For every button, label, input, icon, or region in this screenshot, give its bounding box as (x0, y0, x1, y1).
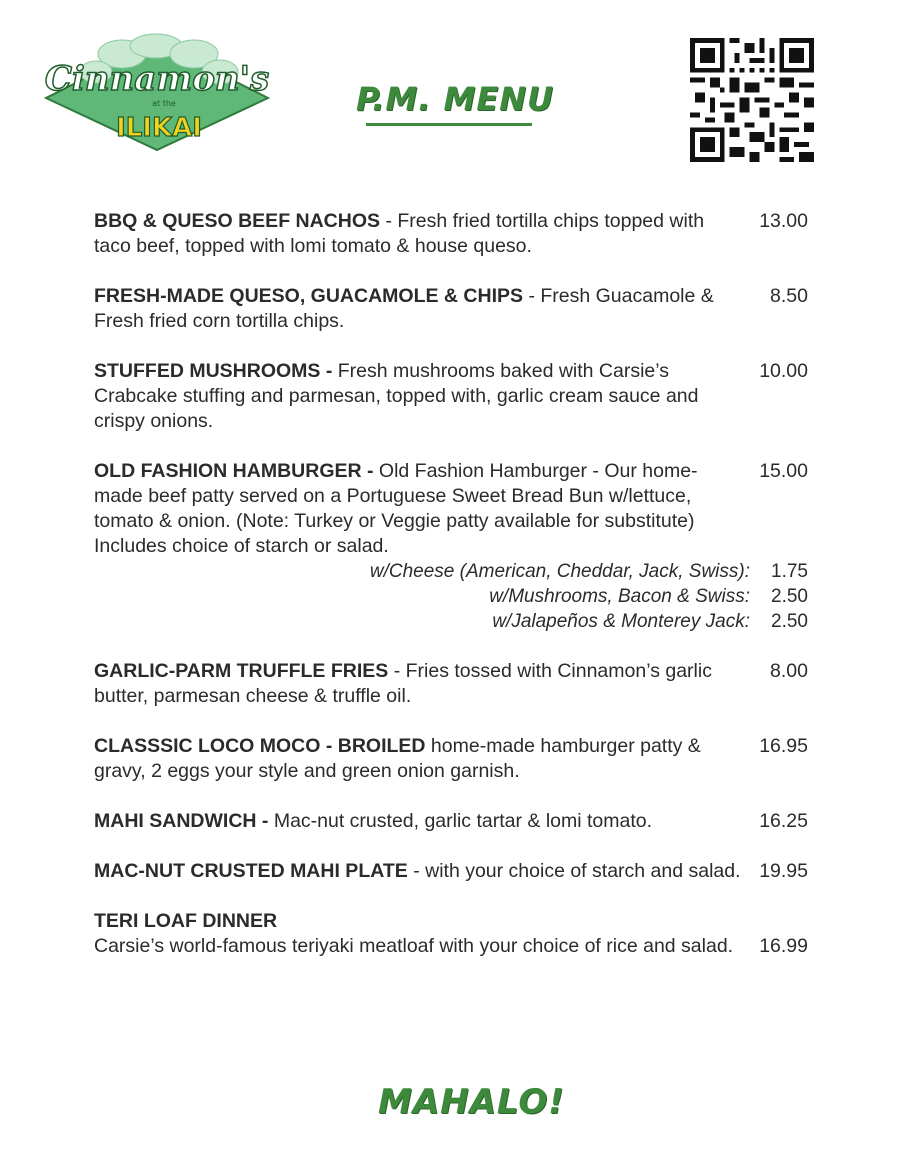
svg-text:at the: at the (152, 99, 176, 108)
item-name: GARLIC-PARM TRUFFLE FRIES (94, 660, 389, 682)
item-price: 19.95 (759, 860, 808, 882)
menu-title: P.M. MENU (356, 80, 554, 118)
addon-price: 2.50 (771, 611, 808, 632)
svg-text:Cinnamon's: Cinnamon's (44, 59, 270, 99)
item-description: - Fries tossed with Cinnamon’s garlic butter, parmesan cheese & truffle oil. (94, 660, 712, 707)
item-price: 8.00 (770, 660, 808, 682)
item-price: 16.95 (759, 735, 808, 757)
item-description: - Fresh fried tortilla chips topped with taco beef, topped with lomi tomato & house queso. (94, 210, 705, 257)
svg-text:ILIKAI: ILIKAI (116, 113, 202, 143)
item-description: - with your choice of starch and salad. (407, 860, 741, 882)
menu-list (94, 209, 808, 984)
item-name: CLASSSIC LOCO MOCO - BROILED (94, 735, 426, 757)
footer-mahalo: MAHALO! (378, 1082, 565, 1122)
item-price: 8.50 (770, 285, 808, 307)
item-name: TERI LOAF DINNER (94, 910, 278, 932)
item-price: 16.25 (759, 810, 808, 832)
addon-row (94, 584, 808, 609)
menu-item-nachos (94, 209, 808, 259)
item-name: BBQ & QUESO BEEF NACHOS (94, 210, 381, 232)
addon-price: 2.50 (771, 586, 808, 607)
addon-label: w/Cheese (American, Cheddar, Jack, Swiss): (369, 561, 750, 582)
title-underline (366, 123, 532, 126)
item-description: home-made hamburger patty & gravy, 2 eggs your style and green onion garnish. (94, 735, 701, 782)
item-price: 13.00 (759, 210, 808, 232)
item-name: STUFFED MUSHROOMS - (94, 360, 333, 382)
menu-item-loco-moco (94, 734, 808, 784)
item-description: Fresh mushrooms baked with Carsie’s Crabcake stuffing and parmesan, topped with, garlic cream sauce and crispy onions. (94, 360, 699, 432)
item-description: Carsie’s world-famous teriyaki meatloaf with your choice of rice and salad. (94, 935, 734, 957)
addon-row (94, 609, 808, 634)
addon-list (94, 559, 808, 634)
menu-item-queso-guacamole (94, 284, 808, 334)
addon-price: 1.75 (771, 561, 808, 582)
item-name: MAC-NUT CRUSTED MAHI PLATE (94, 860, 408, 882)
menu-item-hamburger (94, 459, 808, 634)
menu-item-stuffed-mushrooms (94, 359, 808, 434)
item-price: 10.00 (759, 360, 808, 382)
item-description: Mac-nut crusted, garlic tartar & lomi tomato. (268, 810, 653, 832)
item-name: MAHI SANDWICH - (94, 810, 269, 832)
item-price: 15.00 (759, 460, 808, 482)
cinnamons-logo (44, 32, 270, 152)
addon-label: w/Mushrooms, Bacon & Swiss: (489, 586, 750, 607)
item-description: - Fresh Guacamole & Fresh fried corn tortilla chips. (94, 285, 714, 332)
menu-item-mahi-plate (94, 859, 808, 884)
addon-row (94, 559, 808, 584)
menu-item-teri-loaf (94, 909, 808, 959)
menu-item-truffle-fries (94, 659, 808, 709)
qr-code-icon[interactable] (686, 38, 818, 162)
item-description: Old Fashion Hamburger - Our home-made beef patty served on a Portuguese Sweet Bread Bun w/lettuce, tomato & onion. (Note: Turkey or Veggie patty available for substitute) Includes choice of starch or salad. (94, 460, 698, 557)
addon-label: w/Jalapeños & Monterey Jack: (492, 611, 750, 632)
item-price: 16.99 (759, 935, 808, 957)
item-name: FRESH-MADE QUESO, GUACAMOLE & CHIPS (94, 285, 524, 307)
menu-item-mahi-sandwich (94, 809, 808, 834)
item-name: OLD FASHION HAMBURGER - (94, 460, 374, 482)
